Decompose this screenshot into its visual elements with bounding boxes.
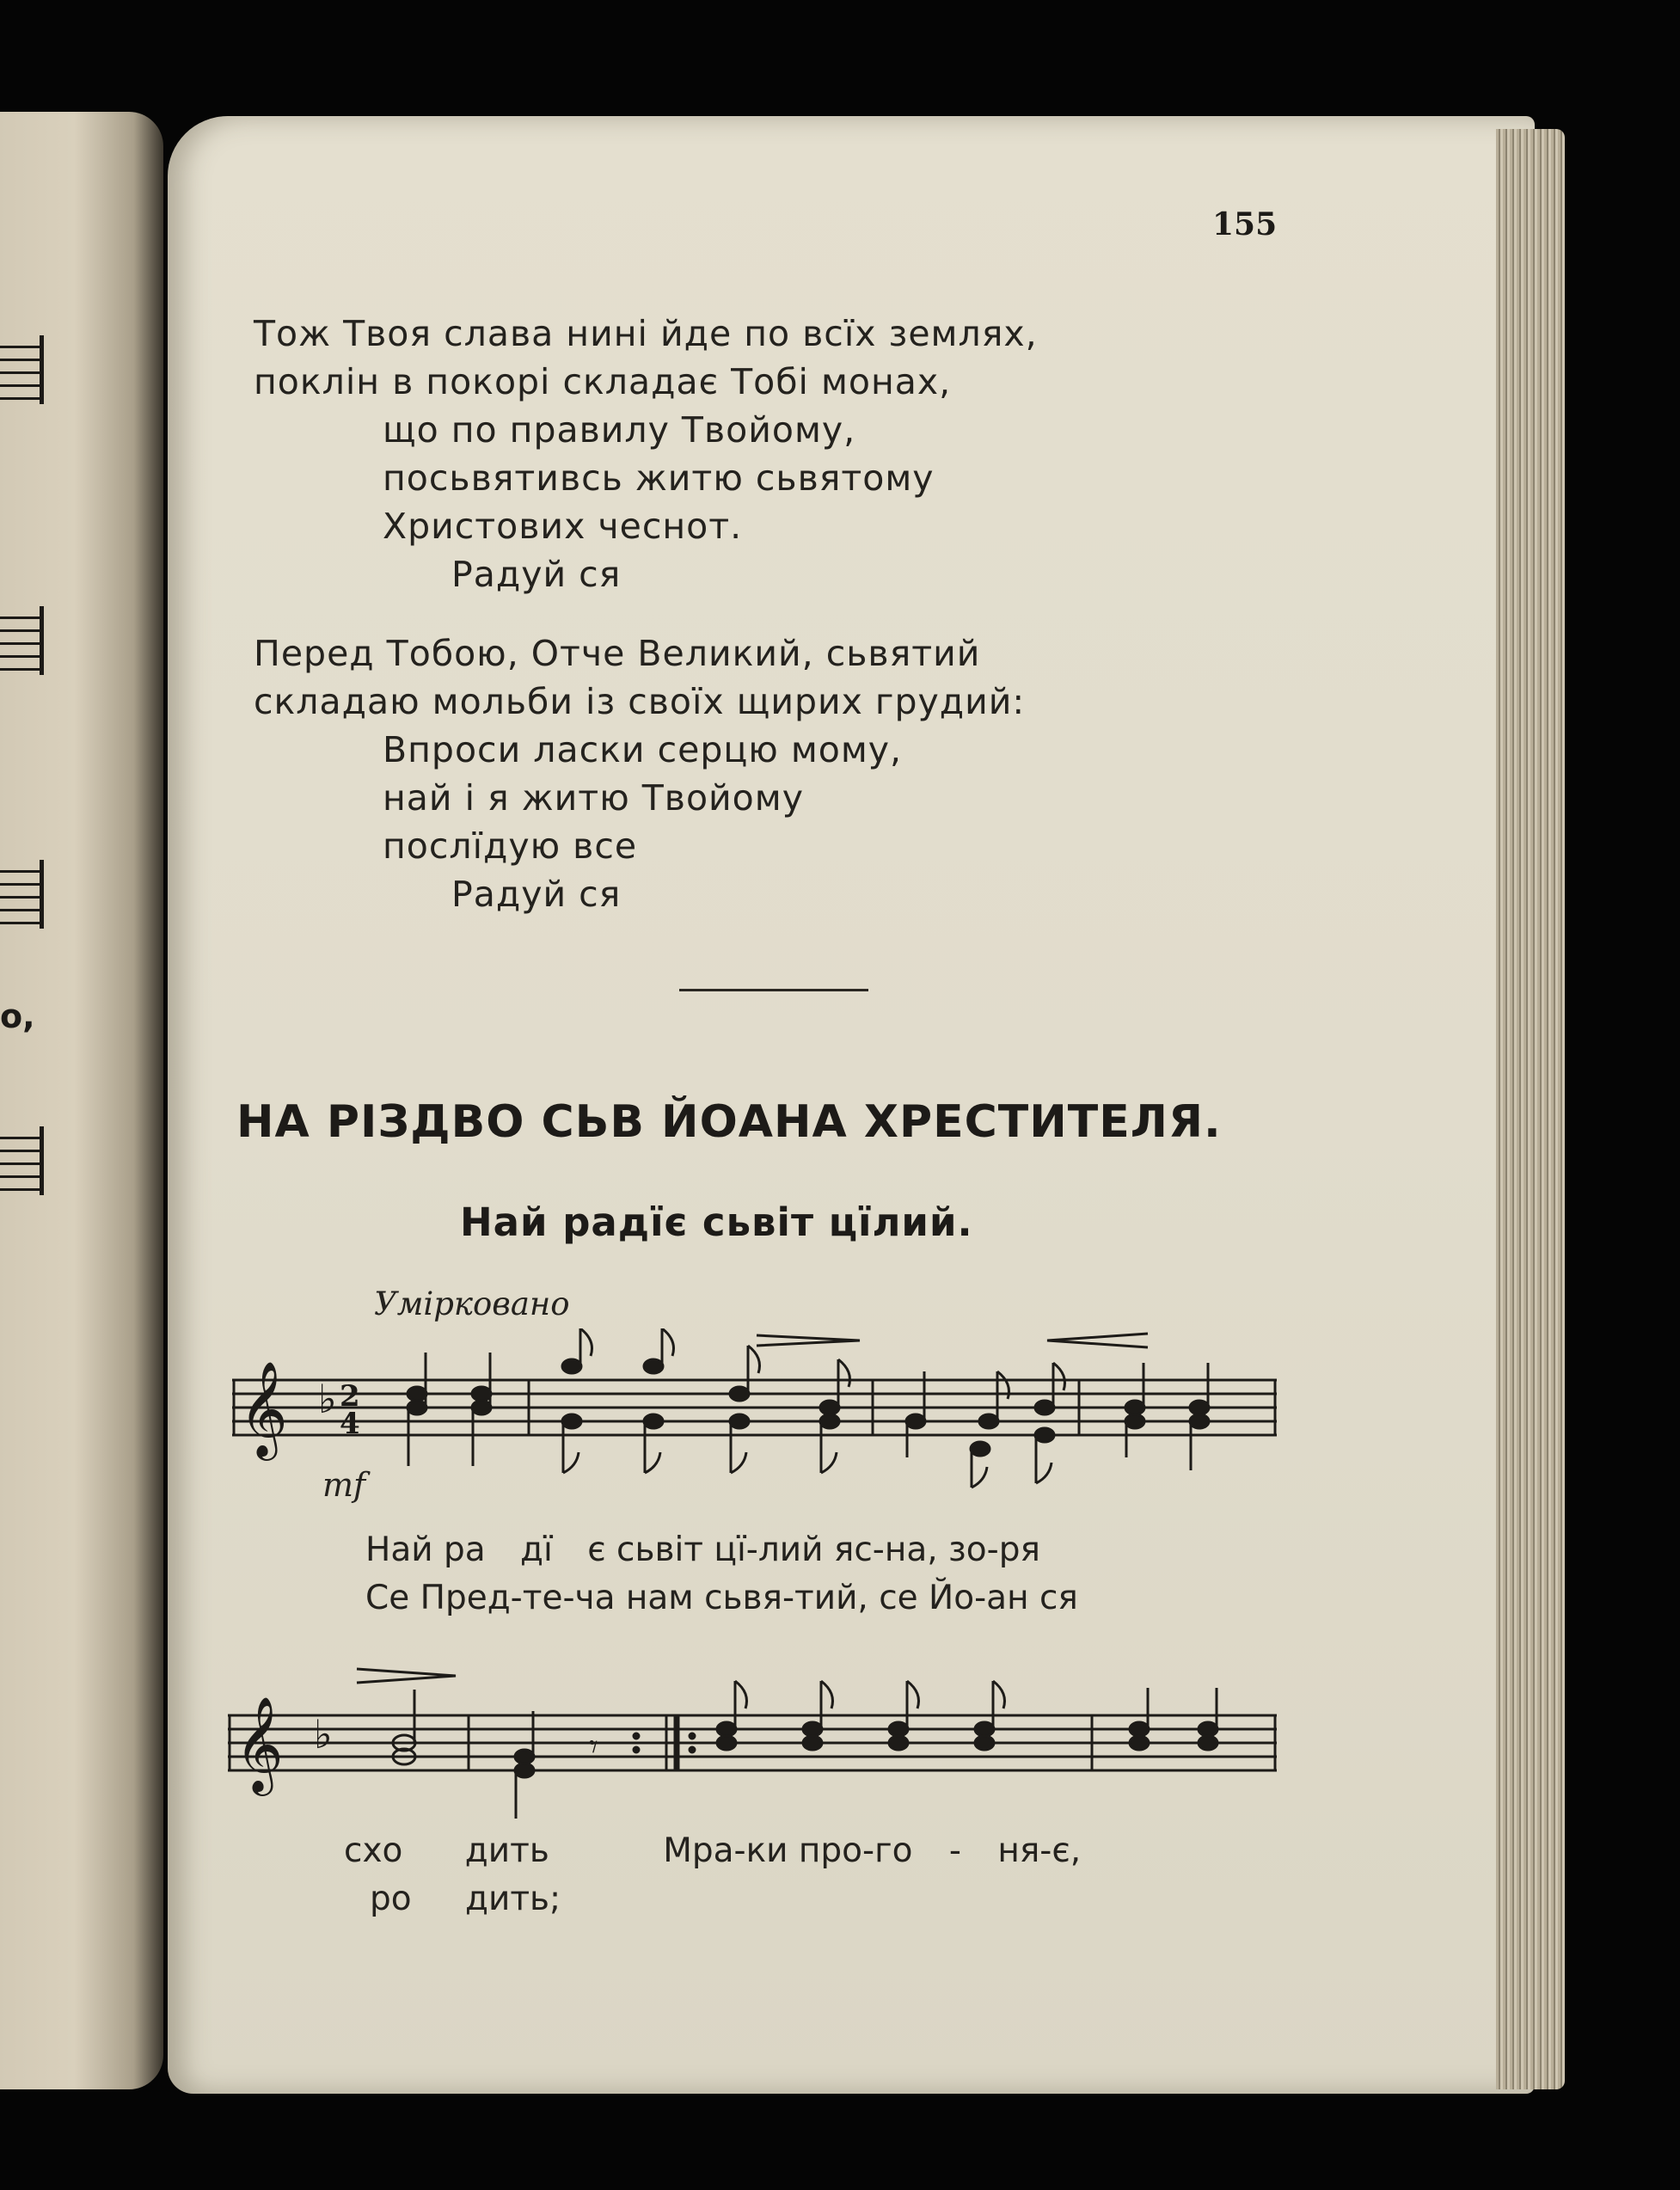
stanza xyxy=(254,310,1038,598)
lyric-syllable: дить; xyxy=(465,1880,561,1918)
page-number: 155 xyxy=(1212,206,1278,242)
lyric-syllable: дить xyxy=(464,1831,549,1870)
tempo-marking: Умірковано xyxy=(374,1285,570,1322)
lyrics-system-2 xyxy=(344,1827,1081,1923)
svg-text:𝄞: 𝄞 xyxy=(235,1696,284,1792)
lyric-syllable: Мра-ки про-го xyxy=(663,1831,913,1870)
stanza xyxy=(254,629,1025,918)
svg-text:2: 2 xyxy=(340,1379,360,1414)
crescendo-mark xyxy=(1040,1328,1152,1354)
refrain-line: Радуй ся xyxy=(451,554,622,595)
song-title: Най радїє сьвіт цїлий. xyxy=(460,1199,973,1245)
lyric-syllable: - xyxy=(948,1831,961,1870)
music-staff-2 xyxy=(228,1664,1294,1827)
left-page-text: о, xyxy=(0,997,35,1035)
lyric-syllable: дї xyxy=(520,1531,553,1569)
verse-line: Тож Твоя слава нині йде по всїх землях, xyxy=(254,313,1038,354)
section-heading: НА РІЗДВО СЬВ ЙОАНА ХРЕСТИТЕЛЯ. xyxy=(236,1096,1222,1148)
verse-line: поклін в покорі складає Тобі монах, xyxy=(254,361,952,402)
lyrics-line: Се Пред-те-ча нам сьвя-тий, се Йо-ан ся xyxy=(365,1579,1078,1617)
svg-text:4: 4 xyxy=(340,1407,360,1441)
lyrics-line xyxy=(365,1526,1078,1574)
treble-clef-icon xyxy=(239,1360,288,1461)
verse-line: Христових чеснот. xyxy=(383,506,743,547)
verse-line: най і я житю Твойому xyxy=(383,777,804,819)
verse-line: що по правилу Твойому, xyxy=(383,409,856,451)
key-signature-flat-icon: ♭ xyxy=(314,1711,333,1758)
lyric-syllable: схо xyxy=(344,1831,403,1870)
lyrics-line xyxy=(344,1827,1081,1875)
treble-clef-icon xyxy=(235,1696,284,1796)
verse-line: посьвятивсь житю сьвятому xyxy=(383,457,935,499)
lyric-syllable: ня-є, xyxy=(997,1831,1082,1870)
lyrics-system-1 xyxy=(365,1526,1078,1623)
verse-line: Перед Тобою, Отче Великий, сьвятий xyxy=(254,633,981,674)
lyrics-line xyxy=(344,1875,1081,1923)
key-signature-flat-icon: ♭ xyxy=(318,1376,337,1422)
verse-line: складаю мольби із своїх щирих грудий: xyxy=(254,681,1026,722)
svg-text:𝄾: 𝄾 xyxy=(589,1727,598,1767)
verse-line: послїдую все xyxy=(383,825,638,867)
verse-line: Впроси ласки серцю мому, xyxy=(383,729,903,770)
time-signature-icon xyxy=(340,1379,360,1441)
section-divider xyxy=(679,989,868,991)
lyric-syllable: є сьвіт цї-лий яс-на, зо-ря xyxy=(587,1531,1040,1569)
lyric-syllable: Най ра xyxy=(365,1531,486,1569)
dynamic-marking: mf xyxy=(322,1466,366,1504)
svg-text:𝄞: 𝄞 xyxy=(239,1360,288,1457)
refrain-line: Радуй ся xyxy=(451,874,622,915)
lyric-syllable: ро xyxy=(370,1880,412,1918)
